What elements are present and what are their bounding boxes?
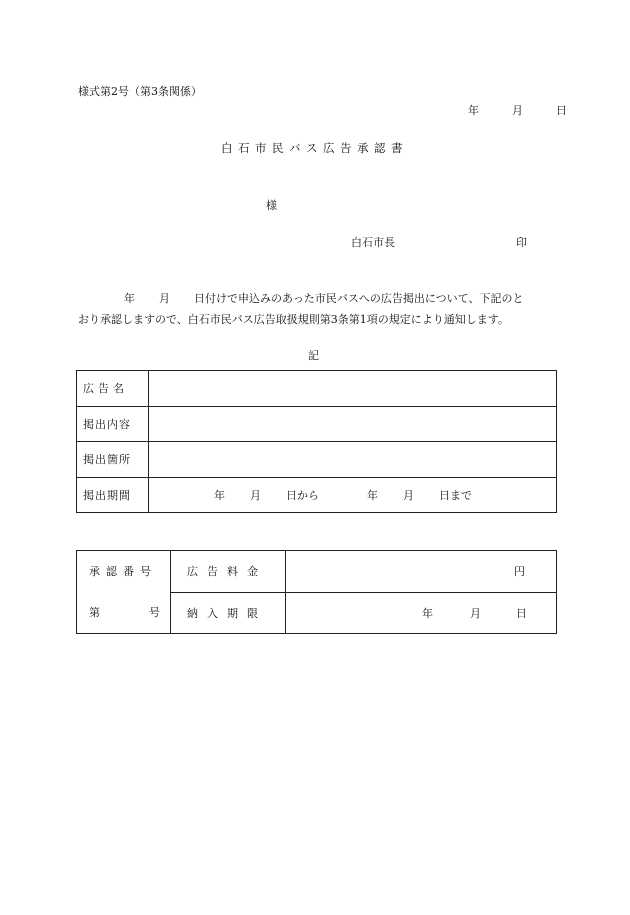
ad-name-label: 広告名	[77, 371, 149, 407]
seal-mark: 印	[516, 236, 527, 249]
period-from-year: 年	[214, 488, 225, 502]
table-row	[77, 551, 557, 593]
fee-field[interactable]	[286, 551, 557, 593]
fee-label-cell	[171, 551, 286, 593]
document-title: 白石市民バス広告承認書	[221, 141, 408, 155]
period-label: 掲出期間	[77, 477, 149, 513]
issue-date-month: 月	[512, 104, 523, 117]
details-table	[76, 370, 557, 513]
deadline-label-cell	[171, 592, 286, 634]
fee-label: 広告料金	[187, 565, 267, 578]
location-label: 掲出箇所	[77, 442, 149, 478]
number-suffix: 号	[149, 606, 160, 619]
deadline-field[interactable]	[286, 592, 557, 634]
deadline-year: 年	[422, 606, 433, 620]
ad-name-field[interactable]	[149, 371, 557, 407]
issue-date-day: 日	[556, 104, 567, 117]
table-row	[77, 371, 557, 407]
issue-date	[468, 105, 567, 116]
table-row	[77, 442, 557, 478]
ki-heading: 記	[308, 349, 319, 362]
content-label: 掲出内容	[77, 406, 149, 442]
period-to-year: 年	[367, 488, 378, 502]
issue-date-year: 年	[468, 104, 479, 117]
number-prefix: 第	[89, 606, 100, 619]
addressee-suffix: 様	[266, 199, 277, 212]
approval-table	[76, 550, 557, 634]
period-from-day: 日から	[286, 488, 319, 502]
issuer-name: 白石市長	[351, 236, 395, 249]
period-to-month: 月	[403, 488, 414, 502]
body-text-1: 日付けで申込みのあった市民バスへの広告掲出について、下記のと	[194, 292, 524, 305]
table-row	[77, 406, 557, 442]
table-row	[77, 592, 557, 634]
table-row	[77, 477, 557, 513]
fee-unit: 円	[514, 565, 525, 578]
location-field[interactable]	[149, 442, 557, 478]
deadline-day: 日	[516, 606, 527, 620]
body-month: 月	[159, 292, 170, 305]
form-number: 様式第2号（第3条関係）	[78, 85, 202, 98]
deadline-label: 納入期限	[187, 606, 267, 620]
approval-number-label-cell	[77, 551, 171, 593]
body-year: 年	[124, 292, 135, 305]
period-from-month: 月	[250, 488, 261, 502]
deadline-month: 月	[470, 606, 481, 620]
period-to-day: 日まで	[439, 488, 472, 502]
body-line-1	[124, 293, 523, 304]
body-line-2: おり承認しますので、白石市民バス広告取扱規則第3条第1項の規定により通知します。	[78, 313, 509, 326]
period-field[interactable]	[149, 477, 557, 513]
content-field[interactable]	[149, 406, 557, 442]
approval-number-label: 承認番号	[89, 565, 157, 578]
approval-number-field[interactable]	[77, 592, 171, 634]
